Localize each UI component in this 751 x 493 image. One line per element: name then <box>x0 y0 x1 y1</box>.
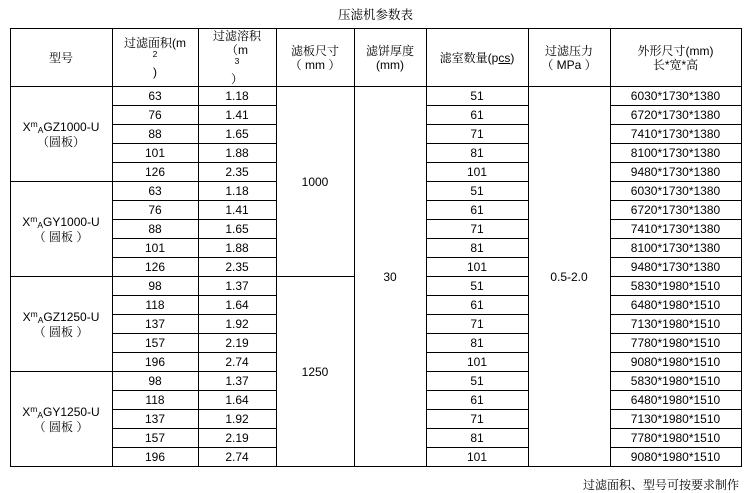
cell-volume: 1.41 <box>198 201 276 220</box>
cell-volume: 1.37 <box>198 277 276 296</box>
header-filter-area <box>112 29 198 87</box>
cell-chambers: 71 <box>426 125 528 144</box>
cell-area: 157 <box>112 429 198 448</box>
cell-volume: 1.18 <box>198 87 276 106</box>
header-pressure-line1: 过滤压力 <box>544 43 593 58</box>
cell-area: 126 <box>112 258 198 277</box>
cell-chambers: 101 <box>426 258 528 277</box>
cell-chambers: 51 <box>426 87 528 106</box>
table-row <box>10 87 741 106</box>
cell-volume: 1.88 <box>198 144 276 163</box>
cell-area: 118 <box>112 296 198 315</box>
cell-plate-size: 1000 <box>276 87 354 277</box>
cell-dimension: 9080*1980*1510 <box>610 353 741 372</box>
cell-volume: 1.88 <box>198 239 276 258</box>
cell-area: 98 <box>112 372 198 391</box>
cell-volume: 1.92 <box>198 315 276 334</box>
header-cake-thickness <box>354 29 426 87</box>
cell-area: 196 <box>112 448 198 467</box>
table-header <box>10 29 741 87</box>
cell-cake-thickness: 30 <box>354 87 426 467</box>
cell-area: 63 <box>112 182 198 201</box>
cell-dimension: 7130*1980*1510 <box>610 315 741 334</box>
cell-volume: 1.64 <box>198 391 276 410</box>
cell-volume: 1.18 <box>198 182 276 201</box>
header-chamber-count: 滤室数量(pcs) <box>426 29 528 87</box>
cell-volume: 1.64 <box>198 296 276 315</box>
cell-volume: 1.65 <box>198 125 276 144</box>
header-dimension <box>610 29 741 87</box>
cell-volume: 1.37 <box>198 372 276 391</box>
cell-chambers: 101 <box>426 353 528 372</box>
cell-dimension: 7130*1980*1510 <box>610 410 741 429</box>
cell-dimension: 8100*1730*1380 <box>610 144 741 163</box>
cell-chambers: 81 <box>426 239 528 258</box>
header-pressure-line2: （ MPa ） <box>541 57 597 72</box>
header-plate-size <box>276 29 354 87</box>
cell-area: 126 <box>112 163 198 182</box>
cell-dimension: 7410*1730*1380 <box>610 125 741 144</box>
model-cell: $X^m_AGZ1250-U$ （ 圆板 ） <box>10 277 112 372</box>
cell-chambers: 71 <box>426 220 528 239</box>
cell-dimension: 9480*1730*1380 <box>610 163 741 182</box>
cell-chambers: 81 <box>426 144 528 163</box>
cell-chambers: 51 <box>426 372 528 391</box>
cell-chambers: 81 <box>426 334 528 353</box>
cell-dimension: 6720*1730*1380 <box>610 106 741 125</box>
cell-dimension: 8100*1730*1380 <box>610 239 741 258</box>
cell-area: 88 <box>112 220 198 239</box>
header-filter-volume-line1: 过滤溶积 <box>212 29 261 43</box>
cell-volume: 2.35 <box>198 163 276 182</box>
header-model: 型号 <box>10 29 112 87</box>
cell-chambers: 71 <box>426 315 528 334</box>
cell-dimension: 6720*1730*1380 <box>610 201 741 220</box>
header-dimension-line1: 外形尺寸(mm) <box>637 43 714 58</box>
cell-dimension: 6030*1730*1380 <box>610 182 741 201</box>
cell-dimension: 6480*1980*1510 <box>610 296 741 315</box>
cell-dimension: 7780*1980*1510 <box>610 334 741 353</box>
cell-dimension: 7780*1980*1510 <box>610 429 741 448</box>
cell-dimension: 5830*1980*1510 <box>610 372 741 391</box>
cell-dimension: 7410*1730*1380 <box>610 220 741 239</box>
cell-chambers: 81 <box>426 429 528 448</box>
cell-area: 76 <box>112 201 198 220</box>
header-cake-thickness-line1: 滤饼厚度 <box>365 43 414 58</box>
cell-chambers: 101 <box>426 448 528 467</box>
model-cell: $X^m_AGY1250-U$ （ 圆板 ） <box>10 372 112 467</box>
cell-volume: 1.92 <box>198 410 276 429</box>
cell-dimension: 9480*1730*1380 <box>610 258 741 277</box>
cell-dimension: 6480*1980*1510 <box>610 391 741 410</box>
cell-volume: 2.19 <box>198 334 276 353</box>
cell-area: 88 <box>112 125 198 144</box>
cell-volume: 2.74 <box>198 353 276 372</box>
cell-chambers: 61 <box>426 391 528 410</box>
cell-chambers: 71 <box>426 410 528 429</box>
cell-chambers: 61 <box>426 201 528 220</box>
cell-area: 76 <box>112 106 198 125</box>
header-dimension-line2: 长*宽*高 <box>652 57 699 72</box>
model-cell: $X^m_AGY1000-U$ （ 圆板 ） <box>10 182 112 277</box>
cell-volume: 2.19 <box>198 429 276 448</box>
header-pressure <box>528 29 610 87</box>
header-cake-thickness-line2: (mm) <box>376 57 404 72</box>
cell-dimension: 5830*1980*1510 <box>610 277 741 296</box>
cell-area: 137 <box>112 410 198 429</box>
cell-dimension: 6030*1730*1380 <box>610 87 741 106</box>
page-title: 压滤机参数表 <box>337 8 413 22</box>
cell-dimension: 9080*1980*1510 <box>610 448 741 467</box>
header-filter-area-line1: 过滤面积(m $^2$ ) <box>124 36 186 79</box>
cell-volume: 2.74 <box>198 448 276 467</box>
cell-area: 196 <box>112 353 198 372</box>
cell-area: 101 <box>112 144 198 163</box>
header-plate-size-line1: 滤板尺寸 <box>290 43 339 58</box>
table-footnote: 过滤面积、型号可按要求制作 <box>582 478 739 492</box>
header-filter-volume-line2: （m $^3$ ） <box>226 43 248 86</box>
cell-chambers: 51 <box>426 277 528 296</box>
cell-area: 118 <box>112 391 198 410</box>
header-plate-size-line2: （ mm ） <box>289 57 341 72</box>
model-cell: $X^m_AGZ1000-U$ （圆板） <box>10 87 112 182</box>
table-body <box>10 87 741 467</box>
cell-area: 157 <box>112 334 198 353</box>
cell-area: 63 <box>112 87 198 106</box>
header-chamber-unit: cs <box>498 50 511 65</box>
header-filter-volume <box>198 29 276 87</box>
cell-chambers: 61 <box>426 296 528 315</box>
cell-chambers: 101 <box>426 163 528 182</box>
cell-chambers: 51 <box>426 182 528 201</box>
header-row <box>10 29 741 87</box>
cell-volume: 1.65 <box>198 220 276 239</box>
cell-volume: 2.35 <box>198 258 276 277</box>
cell-plate-size: 1250 <box>276 277 354 467</box>
cell-area: 98 <box>112 277 198 296</box>
cell-area: 137 <box>112 315 198 334</box>
cell-pressure: 0.5-2.0 <box>528 87 610 467</box>
specification-table <box>10 28 742 467</box>
cell-area: 101 <box>112 239 198 258</box>
cell-volume: 1.41 <box>198 106 276 125</box>
cell-chambers: 61 <box>426 106 528 125</box>
